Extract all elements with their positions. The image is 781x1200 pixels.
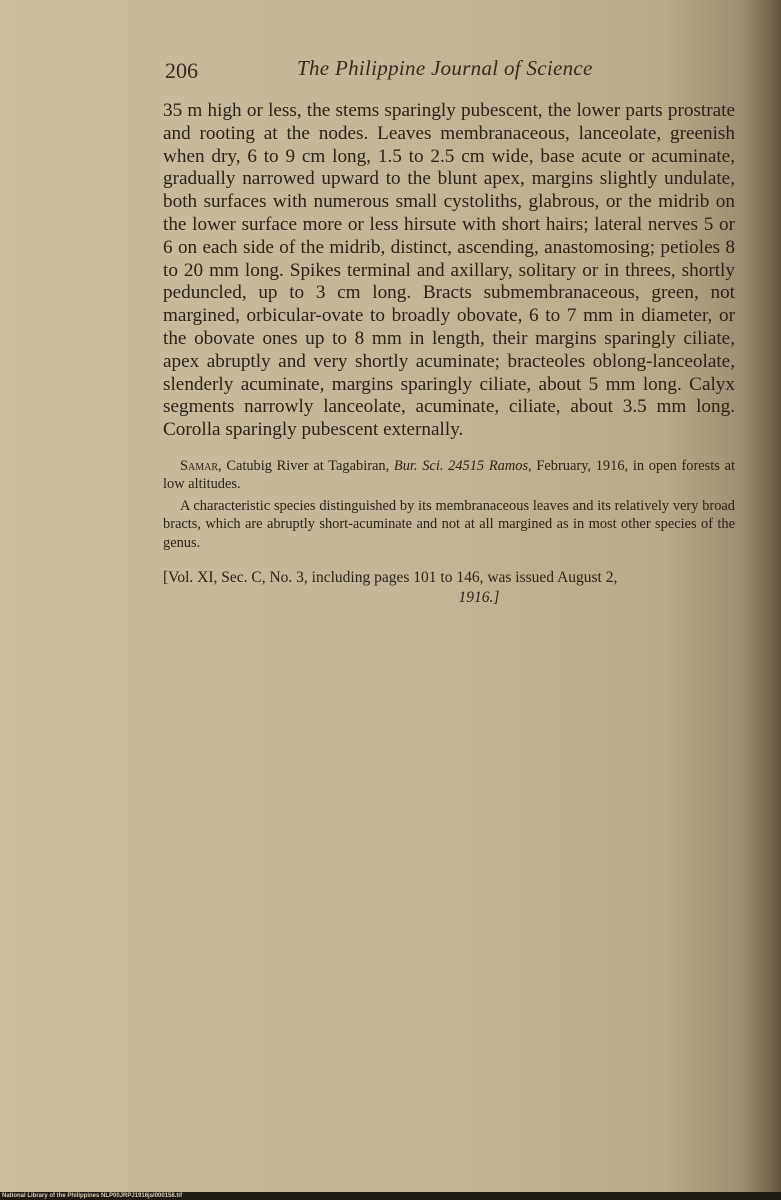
issue-note xyxy=(163,568,735,608)
species-note: A characteristic species distinguished by its membranaceous leaves and its relatively very broad bracts, which are abruptly short-acuminate and not at all margined as in most other species of the genus. xyxy=(163,497,735,551)
issue-note-line-1: [Vol. XI, Sec. C, No. 3, including pages 101 to 146, was issued August 2, xyxy=(163,569,618,587)
issue-note-line-2: 1916.] xyxy=(458,589,500,607)
page-edge-shadow xyxy=(741,0,781,1200)
scan-footer: National Library of the Philippines NLP00JRPJ1916jsl000158.tif xyxy=(2,1193,183,1199)
journal-title: The Philippine Journal of Science xyxy=(297,56,593,80)
page-number: 206 xyxy=(165,58,198,83)
specimen-citation xyxy=(163,457,735,493)
footer-strip xyxy=(0,1192,781,1200)
specimen-locality: Samar xyxy=(180,457,219,474)
specimen-collection: Bur. Sci. 24515 Ramos xyxy=(393,457,529,474)
specimen-text-2: , February, 1916, in open forests at low altitudes. xyxy=(163,457,735,492)
species-description: 35 m high or less, the stems sparingly pubescent, the lower parts prostrate and rooting at the nodes. Leaves membranaceous, lanceolate, greenish when dry, 6 to 9 cm long, 1.5 to 2.5 cm wide, base acute or acuminate, gradually narrowed upward to the blunt apex, margins slightly undulate, both surfaces with numerous small cystoliths, glabrous, or the midrib on the lower surface more or less hirsute with short hairs; lateral nerves 5 or 6 on each side of the midrib, distinct, ascending, anastomosing; petioles 8 to 20 mm long. Spikes terminal and axillary, solitary or in threes, shortly peduncled, up to 3 cm long. Bracts submembranaceous, green, not margined, orbicular-ovate to broadly obovate, 6 to 7 mm in diameter, or the obovate ones up to 8 mm in length, their margins sparingly ciliate, apex abruptly and very shortly acuminate; bracteoles oblong-lanceolate, slenderly acuminate, margins sparingly ciliate, about 5 mm long. Calyx segments narrowly lanceolate, acuminate, ciliate, about 3.5 mm long. Corolla sparingly pubescent externally. xyxy=(163,100,735,441)
specimen-text-1: , Catubig River at Tagabiran, xyxy=(218,457,394,474)
article-body xyxy=(163,100,735,608)
page-header xyxy=(165,56,735,90)
